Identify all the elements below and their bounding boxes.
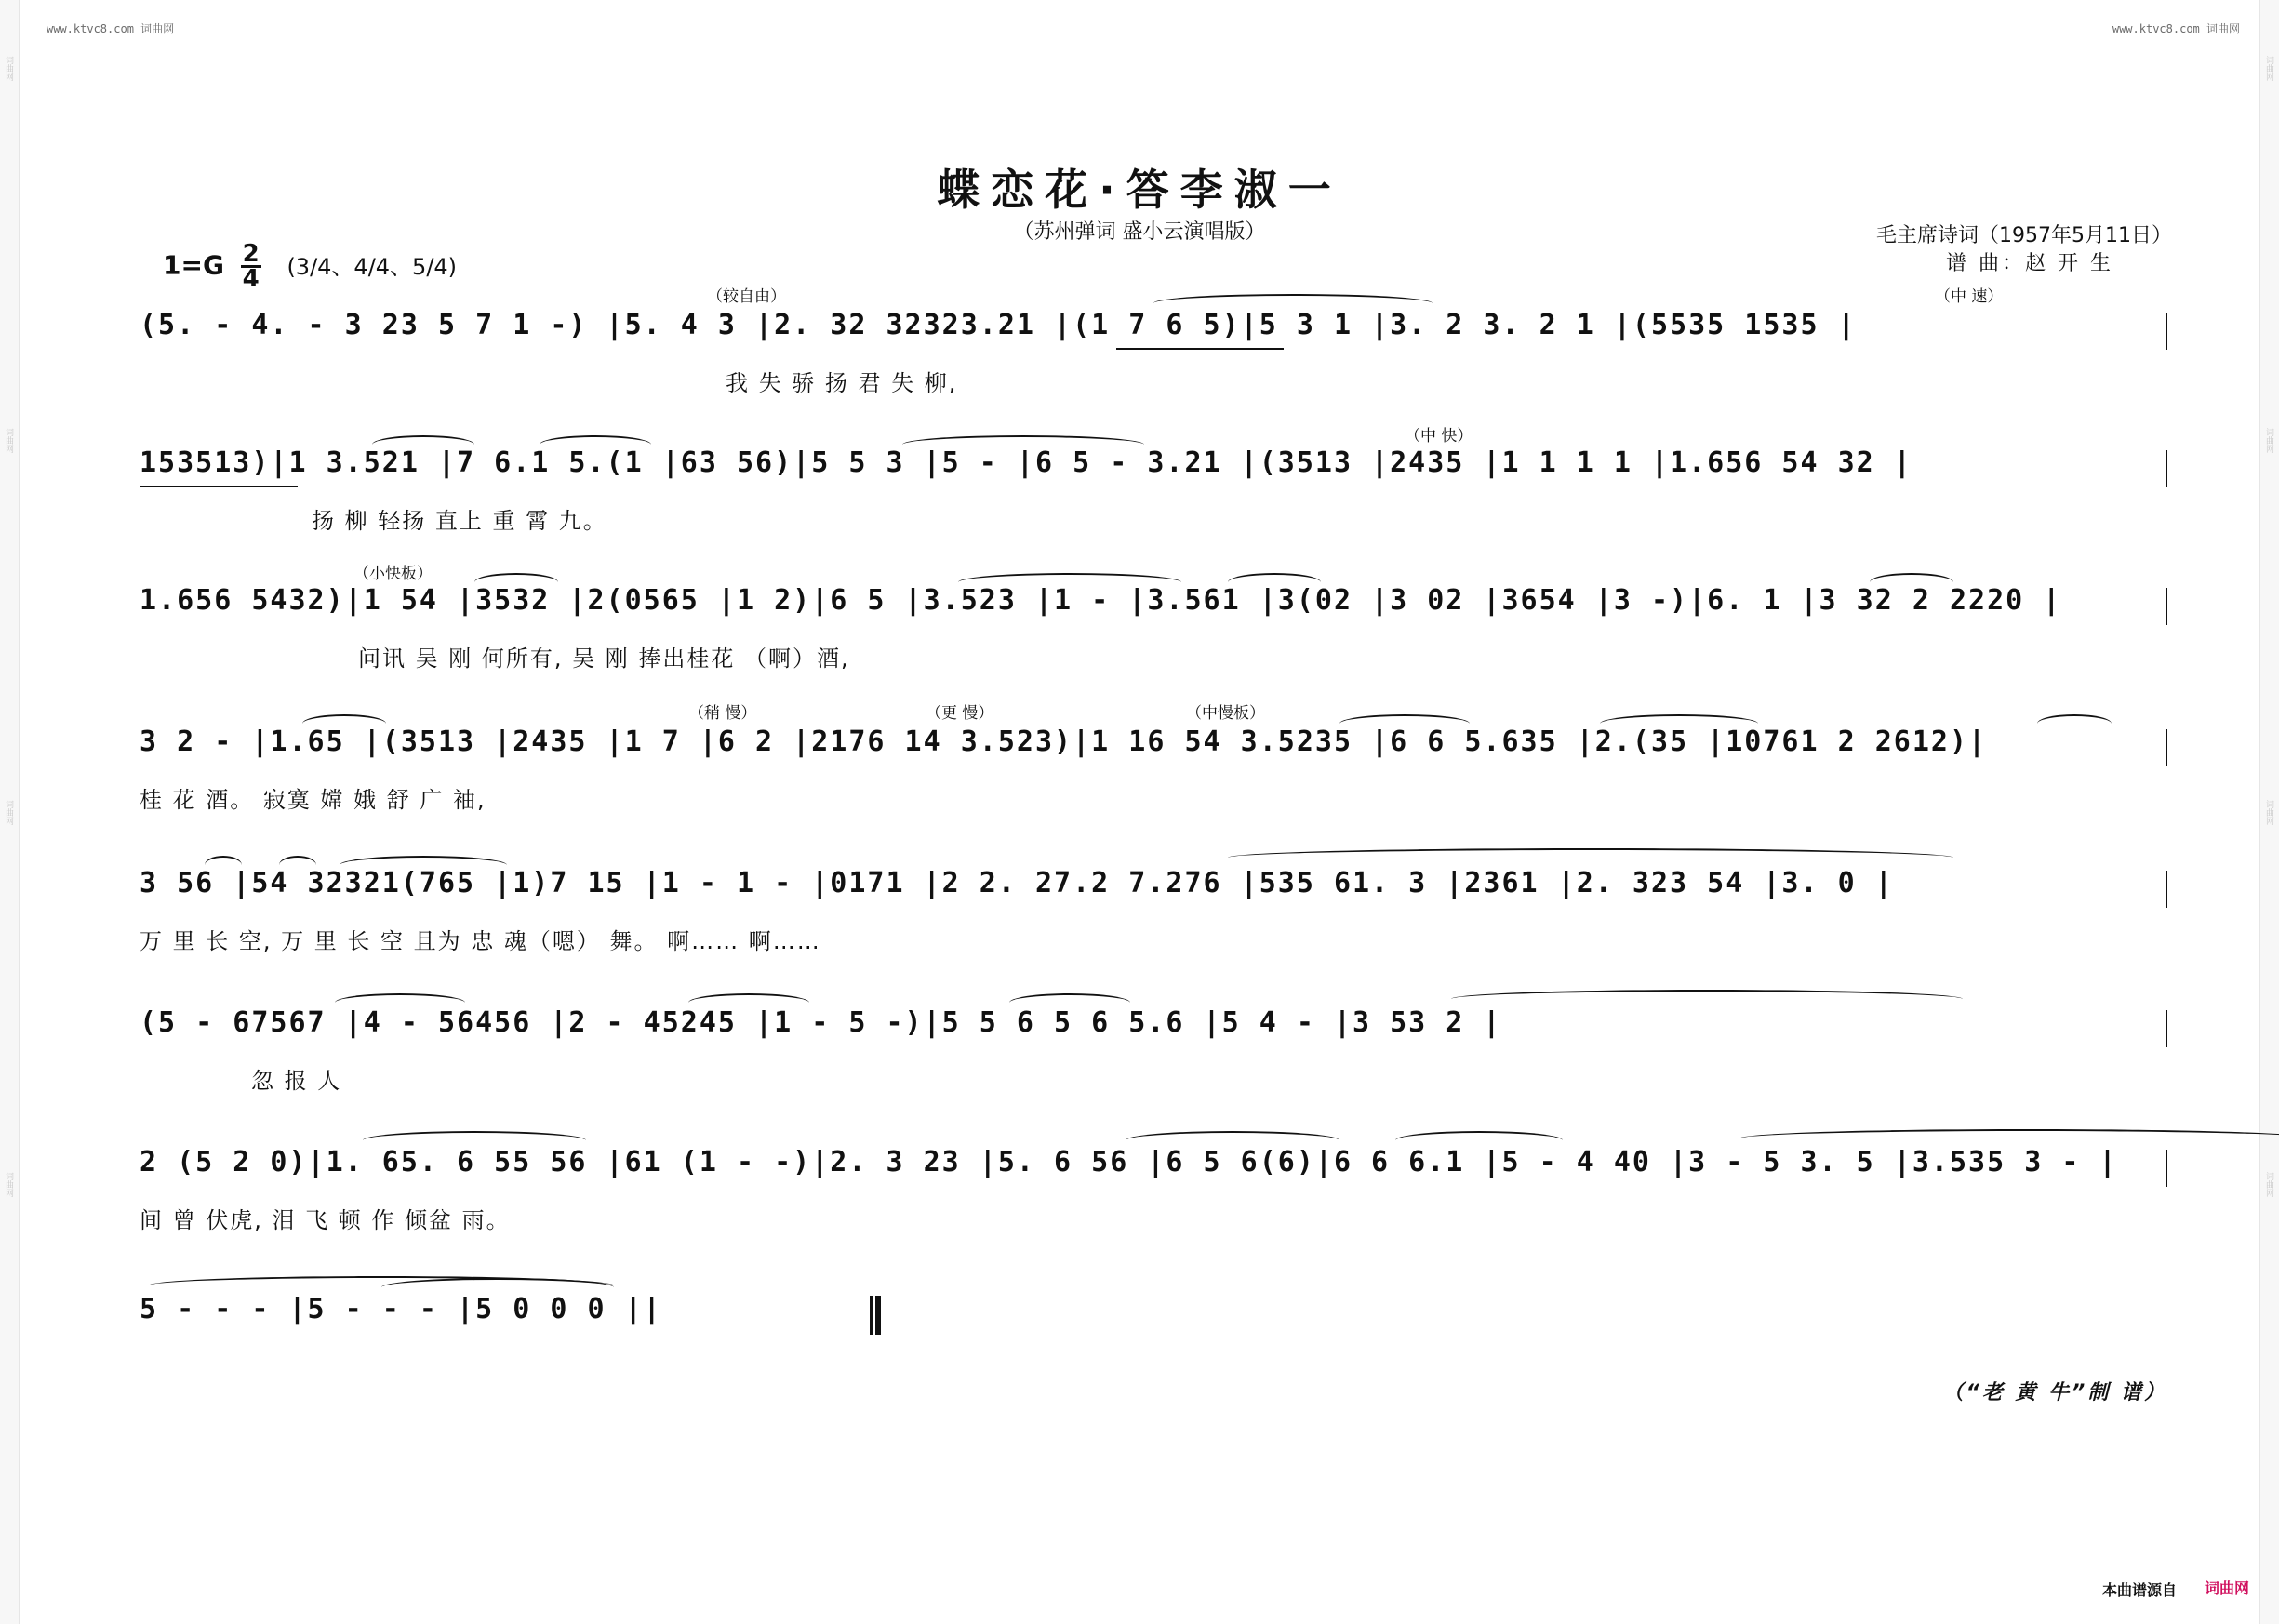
notation-line: 3 2 - |1.65 |(3513 |2435 |1 7 |6 2 |2176 14 3.523)|1 16 54 3.5235 |6 6 5.635 |2.(35 |10761 2 2612)|: [140, 725, 1988, 758]
key-signature: [163, 240, 458, 293]
score-subtitle: （苏州弹词 盛小云演唱版）: [1013, 220, 1266, 244]
staff-row-8: [140, 1280, 2167, 1354]
staff-row-7: [140, 1133, 2167, 1233]
transcriber-credit: （“老 黄 牛”制 谱）: [1942, 1381, 2167, 1404]
score-title: 蝶恋花·答李淑一: [937, 165, 1342, 215]
notation-line: 5 - - - |5 - - - |5 0 0 0 ||: [140, 1293, 662, 1325]
notation-line: (5 - 67567 |4 - 56456 |2 - 45245 |1 - 5 -)|5 5 6 5 6 5.6 |5 4 - |3 53 2 |: [140, 1006, 1502, 1039]
author-credit: 毛主席诗词（1957年5月11日）: [1876, 224, 2172, 247]
staff-row-6: [140, 993, 2167, 1094]
tempo-mark: （较自由）: [707, 287, 786, 306]
lyrics-line: 万 里 长 空, 万 里 长 空 且为 忠 魂（嗯） 舞。 啊…… 啊……: [140, 928, 821, 954]
notation-line: 2 (5 2 0)|1. 65. 6 55 56 |61 (1 - -)|2. 3 23 |5. 6 56 |6 5 6(6)|6 6 6.1 |5 - 4 40 |3 - 5 3. 5 |3.535 3 - |: [140, 1146, 2118, 1178]
notation-line: 153513)|1 3.521 |7 6.1 5.(1 |63 56)|5 5 3 |5 - |6 5 - 3.21 |(3513 |2435 |1 1 1 1 |1.656 54 32 |: [140, 446, 1912, 479]
notation-line: (5. - 4. - 3 23 5 7 1 -) |5. 4 3 |2. 32 32323.21 |(1 7 6 5)|5 3 1 |3. 2 3. 2 1 |(5535 1535 |: [140, 309, 1857, 341]
notation-line: 3 56 |54 32321(765 |1)7 15 |1 - 1 - |0171 |2 2. 27.2 7.276 |535 61. 3 |2361 |2. 323 54 |3. 0 |: [140, 867, 1894, 899]
lyrics-line: 间 曾 伏虎, 泪 飞 顿 作 倾盆 雨。: [140, 1207, 511, 1233]
staff-row-2: [140, 427, 2167, 534]
lyrics-line: 我 失 骄 扬 君 失 柳,: [726, 370, 958, 396]
tempo-mark: （稍 慢）: [688, 704, 757, 723]
side-watermark: 词曲网: [2264, 1172, 2273, 1197]
lyrics-line: 桂 花 酒。 寂寞 嫦 娥 舒 广 袖,: [140, 787, 486, 813]
tempo-mark: （中 快）: [1405, 427, 1473, 446]
side-watermark: 词曲网: [2264, 800, 2273, 825]
time-signature: [241, 240, 261, 293]
watermark-url-right[interactable]: www.ktvc8.com 词曲网: [2112, 22, 2240, 35]
staff-row-1: [140, 287, 2167, 396]
notation-line: 1.656 5432)|1 54 |3532 |2(0565 |1 2)|6 5 |3.523 |1 - |3.561 |3(02 |3 02 |3654 |3 -)|6. 1 |3 32 2 2220 |: [140, 584, 2062, 617]
side-watermark: 词曲网: [2264, 56, 2273, 81]
meter-bottom: 4: [242, 265, 260, 293]
staff-row-5: [140, 854, 2167, 954]
composer-credit: 谱 曲：赵 开 生: [1946, 252, 2113, 275]
side-watermark: 词曲网: [2264, 428, 2273, 453]
lyrics-line: 忽 报 人: [251, 1068, 342, 1094]
side-watermark: 词曲网: [4, 56, 13, 81]
staff-row-4: [140, 704, 2167, 813]
side-watermark: 词曲网: [4, 428, 13, 453]
final-barline: [870, 1296, 873, 1335]
watermark-url-left[interactable]: www.ktvc8.com 词曲网: [47, 22, 175, 35]
tempo-mark: （中 速）: [1935, 287, 2004, 306]
final-barline-thick: [875, 1296, 881, 1335]
site-logo[interactable]: 词曲网: [2204, 1579, 2249, 1597]
lyrics-line: 问讯 吴 刚 何所有, 吴 刚 捧出桂花 （啊）酒,: [358, 646, 850, 672]
alternate-meters: (3/4、4/4、5/4): [287, 253, 458, 280]
side-watermark: 词曲网: [4, 1172, 13, 1197]
tempo-mark: （更 慢）: [926, 704, 994, 723]
meter-top: 2: [242, 240, 260, 268]
tempo-mark: （中慢板）: [1186, 704, 1265, 723]
lyrics-line: 扬 柳 轻扬 直上 重 霄 九。: [312, 508, 607, 534]
tempo-mark: （小快板）: [353, 565, 433, 583]
side-watermark: 词曲网: [4, 800, 13, 825]
key-text: 1=G: [163, 249, 224, 281]
staff-row-3: [140, 565, 2167, 672]
source-label: 本曲谱源自: [2101, 1581, 2177, 1599]
